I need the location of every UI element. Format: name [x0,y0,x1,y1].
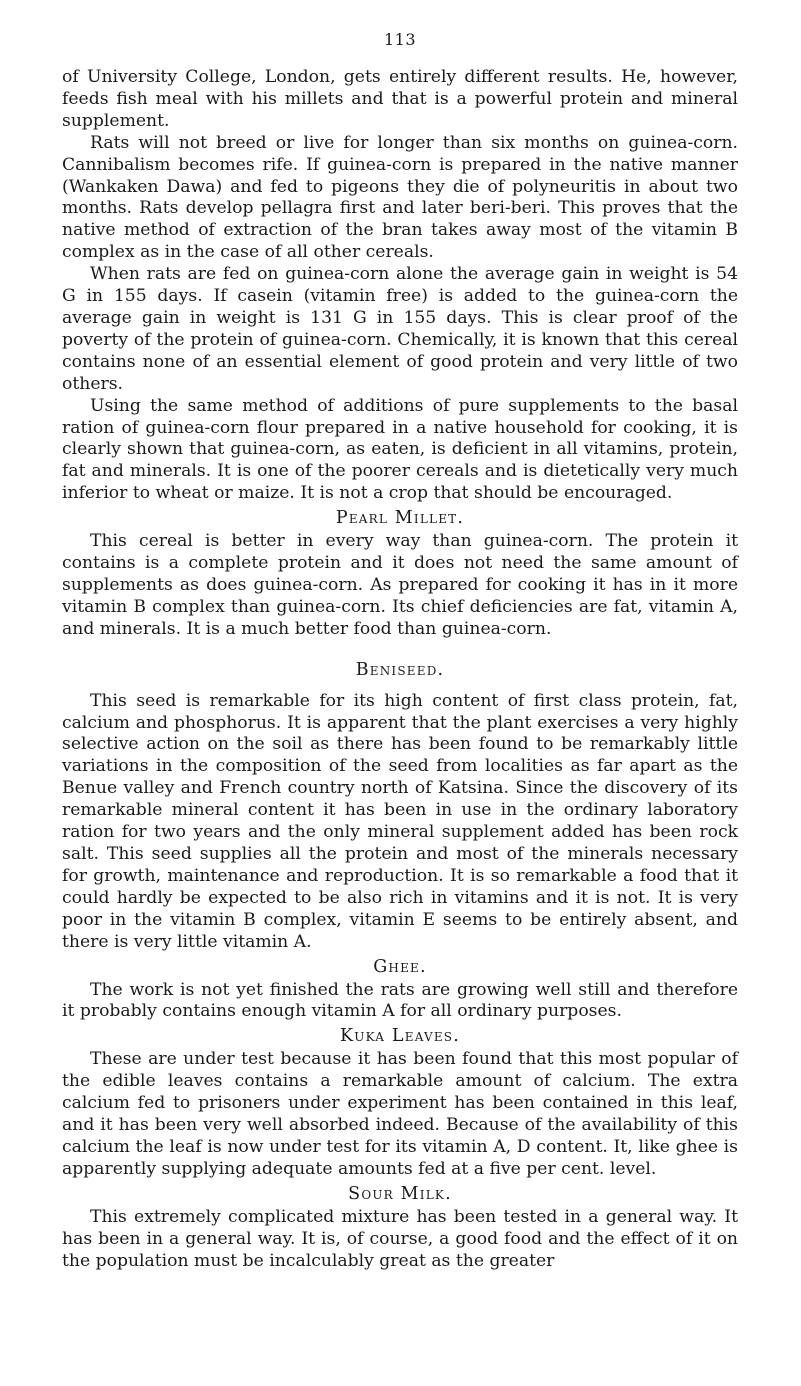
document-page [62,30,738,1273]
paragraph-weight-gain: When rats are fed on guinea-corn alone the average gain in weight is 54 G in 155 days. If casein (vitamin free) is added to the guinea-corn the average gain in weight is 131 G in 155 days. This is clear proof of the poverty of the protein of guinea-corn. Chemically, it is known that this cereal contains none of an essential element of good protein and very little of two others. [62,264,738,394]
paragraph-ghee: The work is not yet finished the rats are growing well still and therefore it probably contains enough vitamin A for all ordinary purposes. [62,979,738,1022]
paragraph-sour-milk: This extremely complicated mixture has been tested in a general way. It has been in a general way. It is, of course, a good food and the effect of it on the population must be incalculably great as the greater [62,1206,738,1271]
paragraph-beniseed: This seed is remarkable for its high content of first class protein, fat, calcium and phosphorus. It is apparent that the plant exercises a very highly selective action on the soil as there has been found to be remarkably little variations in the composition of the seed from localities as far apart as the Benue valley and French country north of Katsina. Since the discovery of its remarkable mineral content it has been in use in the ordinary laboratory ration for two years and the only mineral supplement added has been rock salt. This seed supplies all the protein and most of the minerals necessary for growth, maintenance and reproduction. It is so remarkable a food that it could hardly be expected to be also rich in vitamins and it is not. It is very poor in the vitamin B complex, vitamin E seems to be entirely absent, and there is very little vitamin A. [62,690,738,952]
page-number: 113 [383,30,417,49]
paragraph-rats-breeding: Rats will not breed or live for longer than six months on guinea-corn. Cannibalism becomes rife. If guinea-corn is prepared in the native manner (Wankaken Dawa) and fed to pigeons they die of polyneuritis in about two months. Rats develop pellagra first and later beri-beri. This proves that the native method of extraction of the bran takes away most of the vitamin B complex as in the case of all other cereals. [62,132,738,263]
heading-sour-milk: Sour Milk. [348,1183,452,1204]
paragraph-continuation: of University College, London, gets entirely different results. He, however, feeds fish meal with his millets and that is a powerful protein and mineral supplement. [62,67,738,131]
heading-pearl-millet: Pearl Millet. [335,508,465,529]
heading-kuka-leaves: Kuka Leaves. [340,1026,460,1047]
paragraph-kuka-leaves: These are under test because it has been found that this most popular of the edible leaves contains a remarkable amount of calcium. The extra calcium fed to prisoners under experiment has been contained in this leaf, and it has been very well absorbed indeed. Because of the availability of this calcium the leaf is now under test for its vitamin A, D content. It, like ghee is apparently supplying adequate amounts fed at a five per cent. level. [62,1049,738,1179]
paragraph-supplements: Using the same method of additions of pure supplements to the basal ration of guinea-corn flour prepared in a native household for cooking, it is clearly shown that guinea-corn, as eaten, is deficient in all vitamins, protein, fat and minerals. It is one of the poorer cereals and is dietetically very much inferior to wheat or maize. It is not a crop that should be encouraged. [62,395,738,504]
heading-beniseed: Beniseed. [355,659,445,680]
paragraph-pearl-millet: This cereal is better in every way than guinea-corn. The protein it contains is a complete protein and it does not need the same amount of supplements as does guinea-corn. As prepared for cooking it has in it more vitamin B complex than guinea-corn. Its chief deficiencies are fat, vitamin A, and minerals. It is a much better food than guinea-corn. [62,531,738,639]
heading-ghee: Ghee. [373,956,427,977]
